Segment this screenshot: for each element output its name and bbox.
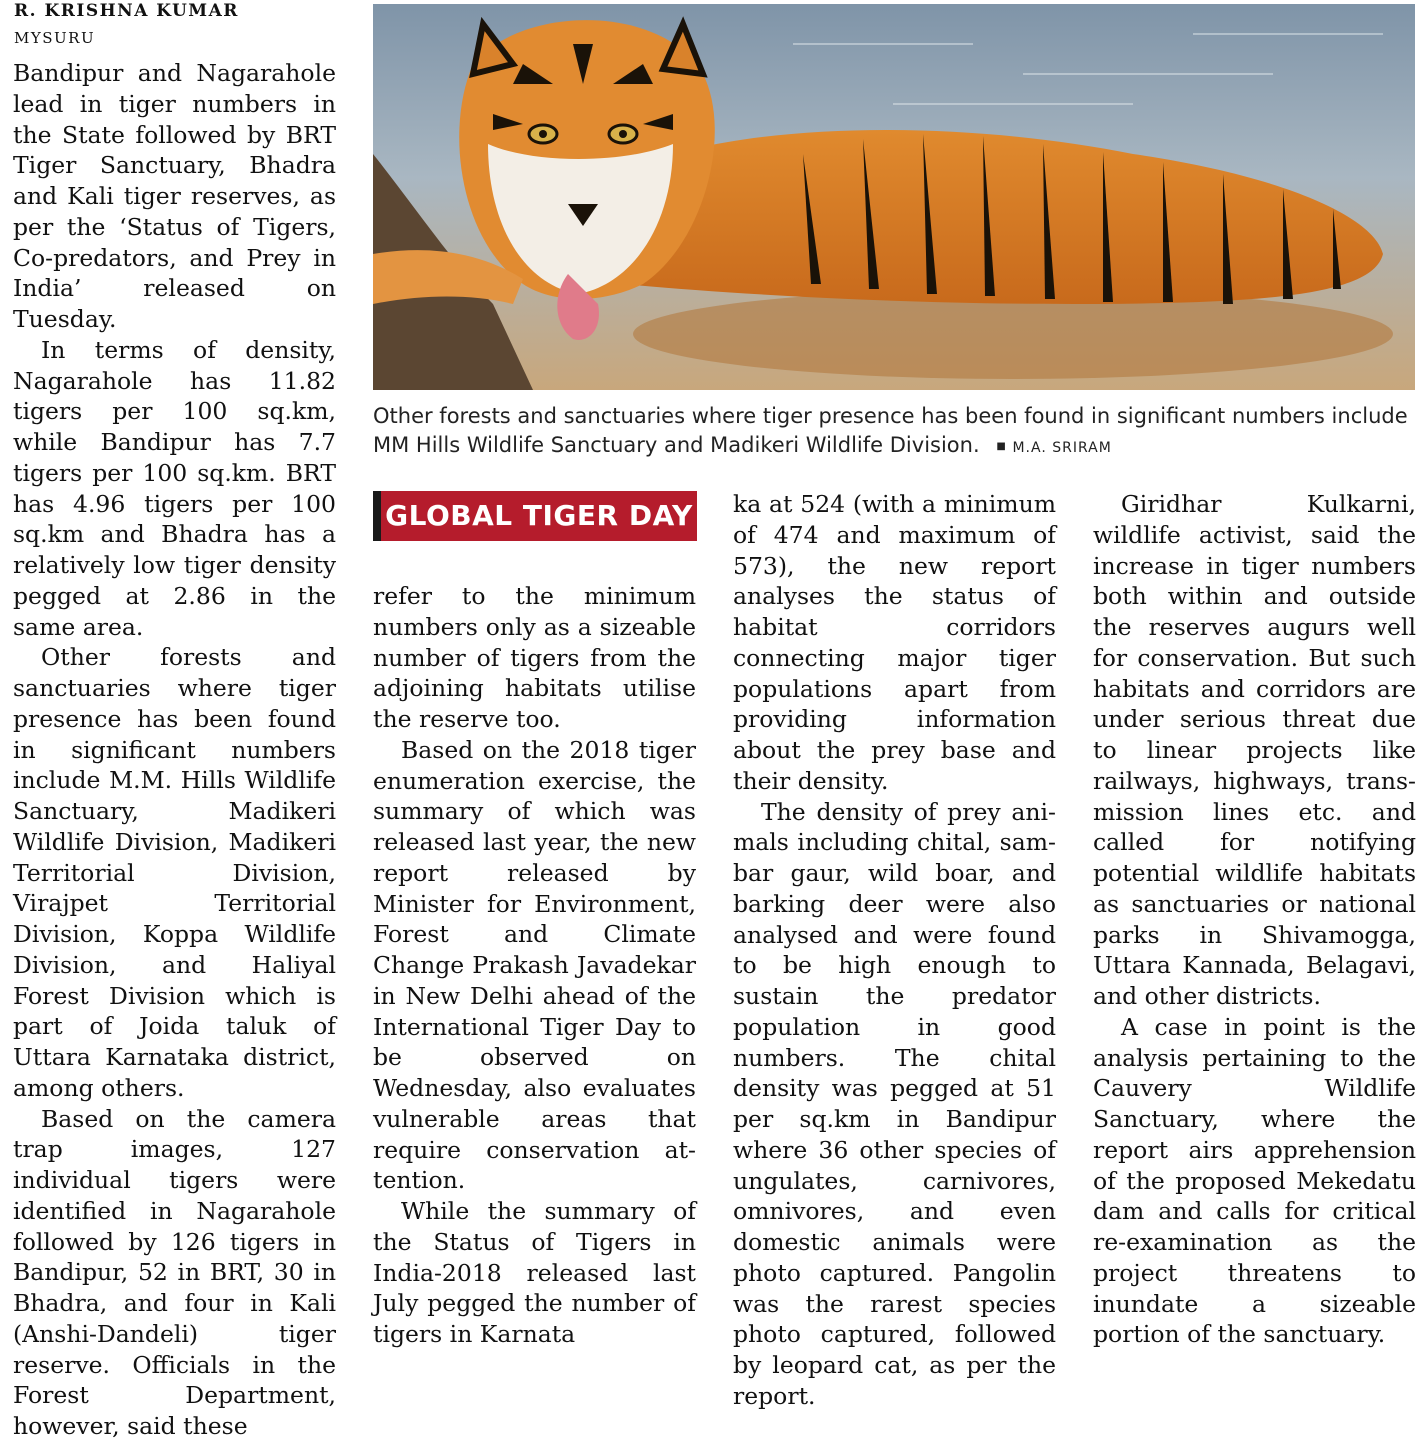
paragraph: Based on the camera trap images, 127 individual tigers were identified in Nagarahole followed by 126 tigers in Bandipur, 52 in BRT, 30 in Bhadra, and four in Kali (Anshi-Dandeli) tiger reserve. Officials in the Forest Department, however, said these — [13, 1104, 336, 1440]
article-column-2 — [373, 581, 696, 1350]
article-column-4 — [1093, 489, 1416, 1350]
article-column-1 — [13, 58, 336, 1442]
paragraph: Other forests and sanctuaries where tiger presence has been found in significant numbers include M.M. Hills Wildlife Sanctuary, Madikeri Wildlife Division, Madikeri Territorial Division, Virajpet Territorial Division, Koppa Wildlife Division, and Haliyal Forest Division which is part of Joida taluk of Uttara Karnataka district, among others. — [13, 643, 336, 1102]
paragraph: The density of prey animals including chital, sambar gaur, wild boar, and barking deer were also analysed and were found to be high enough to sustain the predator population in good numbers. The chital density was pegged at 51 per sq.km in Bandipur where 36 other species of ungulates, carnivores, omnivores, and even domestic animals were photo captured. Pangolin was the rarest species photo captured, followed by leopard cat, as per the report. — [733, 797, 1056, 1410]
paragraph: refer to the minimum numbers only as a sizeable number of tigers from the adjoining habitats utilise the reserve too. — [373, 582, 696, 733]
byline: R. KRISHNA KUMAR — [14, 1, 239, 21]
paragraph: Bandipur and Nagarahole lead in tiger numbers in the State followed by BRT Tiger Sanctuary, Bhadra and Kali tiger reserves, as per the ‘Status of Tigers, Co-predators, and Prey in India’ released on Tuesday. — [13, 59, 336, 333]
caption-text: Other forests and sanctuaries where tiger presence has been found in significant numbers include MM Hills Wildlife Sanctuary and Madikeri Wildlife Division. — [373, 404, 1408, 457]
tiger-illustration — [373, 4, 1415, 390]
paragraph: In terms of density, Nagarahole has 11.82 tigers per 100 sq.km, while Bandipur has 7.7 tigers per 100 sq.km. BRT has 4.96 tigers per 100 sq.km and Bhadra has a relatively low tiger density pegged at 2.86 in the same area. — [13, 335, 336, 641]
paragraph: Based on the 2018 tiger enumeration exercise, the summary of which was released last year, the new report released by Minister for Environment, Forest and Climate Change Prakash Javadekar in New Delhi ahead of the International Tiger Day to be observed on Wednesday, also evaluates vulnerable areas that require conservation attention. — [373, 735, 696, 1195]
paragraph: While the summary of the Status of Tigers in India-2018 released last July pegged the number of tigers in Karnata — [373, 1197, 696, 1348]
paragraph: A case in point is the analysis pertaining to the Cauvery Wildlife Sanctuary, where the report airs apprehension of the proposed Mekedatu dam and calls for critical re-examination as the project threatens to inundate a sizeable portion of the sanctuary. — [1093, 1012, 1416, 1349]
credit-marker: ■ — [996, 440, 1006, 452]
section-kicker: GLOBAL TIGER DAY — [373, 491, 697, 541]
photo-caption — [373, 402, 1423, 463]
dateline: MYSURU — [14, 29, 96, 47]
paragraph: ka at 524 (with a minimum of 474 and maximum of 573), the new report analyses the status of habitat corridors connecting major tiger populations apart from providing information about the prey base and their density. — [733, 490, 1056, 795]
tiger-photo — [373, 4, 1415, 390]
article-column-3 — [733, 489, 1056, 1412]
paragraph: Giridhar Kulkarni, wildlife activist, said the increase in tiger numbers both within and outside the reserves augurs well for conservation. But such habitats and corridors are under serious threat due to linear projects like railways, highways, transmission lines etc. and called for notifying potential wildlife habitats as sanctuaries or national parks in Shivamogga, Uttara Kannada, Belagavi, and other districts. — [1093, 490, 1416, 1010]
photo-credit: M.A. SRIRAM — [1012, 440, 1112, 456]
